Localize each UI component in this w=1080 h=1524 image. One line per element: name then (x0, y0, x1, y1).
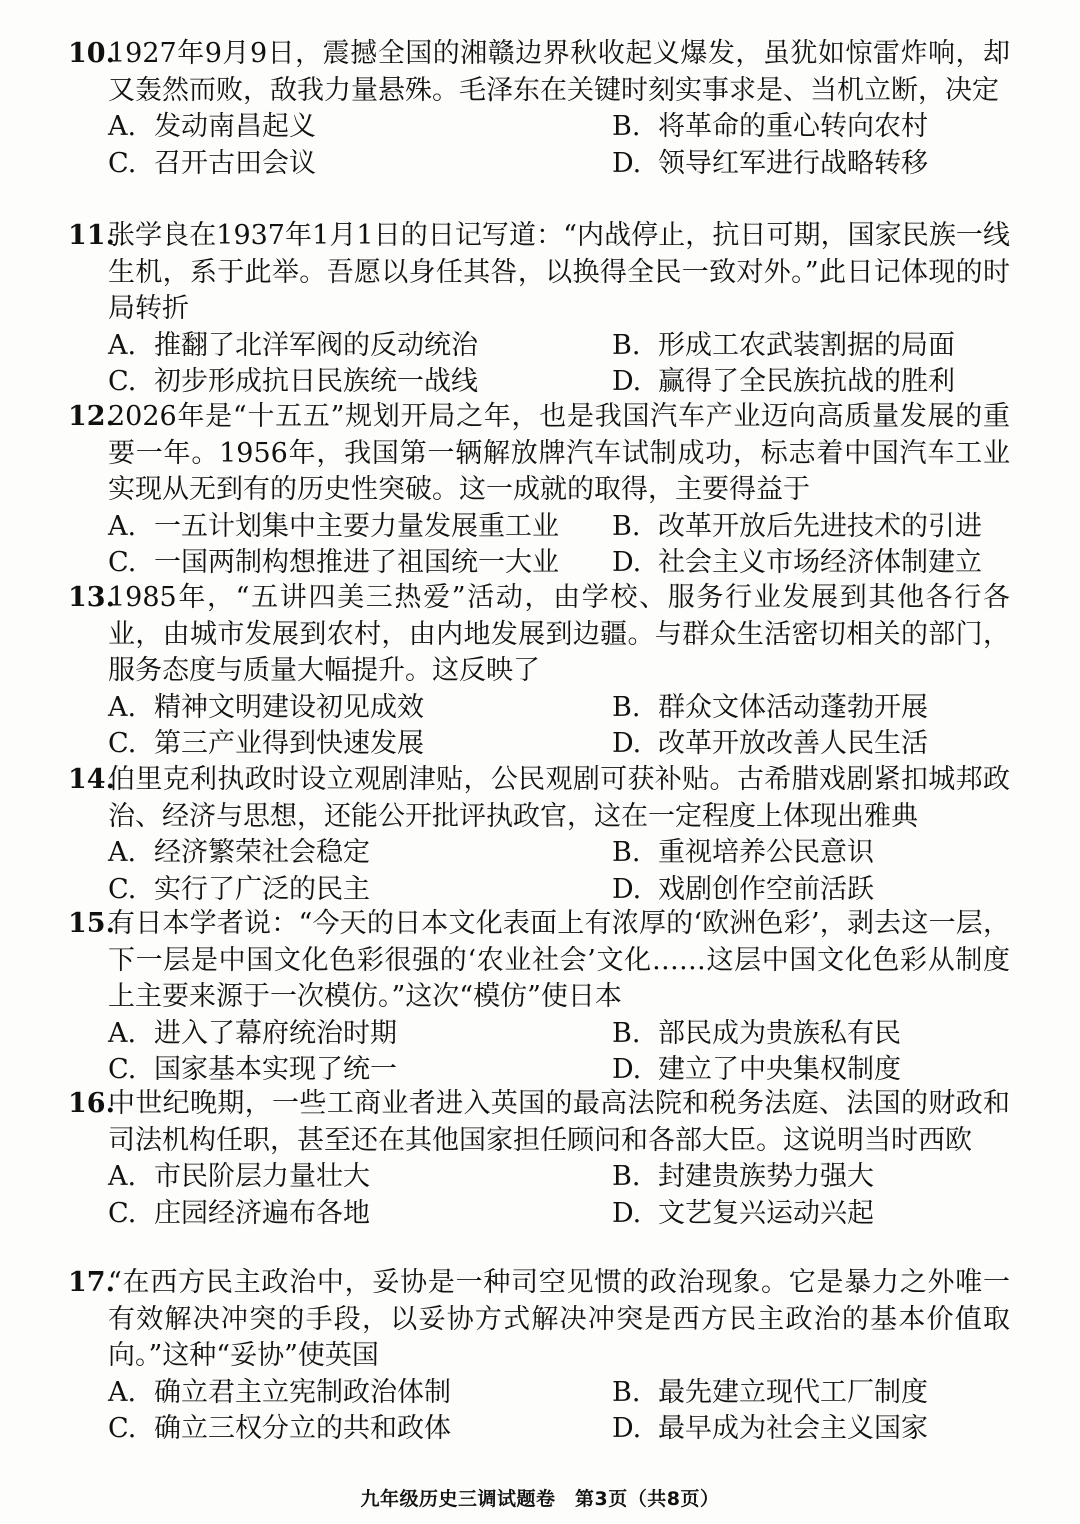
question-text: 1985年，“五讲四美三热爱”活动，由学校、服务行业发展到其他各行各业，由城市发展到农村，由内地发展到边疆。与群众生活密切相关的部门，服务态度与质量大幅提升。这反映了 (108, 582, 1010, 686)
question-text: “在西方民主政治中，妥协是一种司空见惯的政治现象。它是暴力之外唯一有效解决冲突的手段，以妥协方式解决冲突是西方民主政治的基本价值取向。”这种“妥协”使英国 (108, 1267, 1010, 1371)
option-letter: D. (612, 1197, 642, 1229)
question-text: 有日本学者说：“今天的日本文化表面上有浓厚的‘欧洲色彩’，剥去这一层，下一层是中国文化色彩很强的‘农业社会’文化……这层中国文化色彩从制度上主要来源于一次模仿。”这次“模仿”使日本 (108, 908, 1010, 1012)
option-c (108, 1411, 451, 1448)
question-10 (0, 36, 1080, 182)
option-c (108, 726, 424, 763)
option-text: 改革开放后先进技术的引进 (658, 510, 982, 542)
option-letter: B. (612, 691, 641, 723)
option-b (612, 1159, 874, 1196)
option-a (108, 109, 316, 146)
question-number: 10. (68, 38, 115, 69)
option-letter: D. (612, 366, 642, 397)
option-text: 最先建立现代工厂制度 (658, 1376, 928, 1408)
option-c (108, 1052, 397, 1089)
option-letter: C. (108, 1197, 137, 1229)
option-text: 文艺复兴运动兴起 (658, 1197, 874, 1229)
option-text: 庄园经济遍布各地 (154, 1197, 370, 1229)
option-a (108, 1159, 370, 1196)
option-letter: C. (108, 728, 137, 759)
question-text: 1927年9月9日，震撼全国的湘赣边界秋收起义爆发，虽犹如惊雷炸响，却又轰然而败，敌我力量悬殊。毛泽东在关键时刻实事求是、当机立断，决定 (108, 38, 1010, 106)
page-footer: 九年级历史三调试题卷 第3页（共8页） (360, 1488, 720, 1510)
option-d (612, 364, 955, 401)
option-text: 领导红军进行战略转移 (658, 147, 928, 179)
option-d (612, 1196, 874, 1233)
option-text: 将革命的重心转向农村 (658, 111, 928, 142)
option-text: 赢得了全民族抗战的胜利 (658, 366, 955, 397)
question-text: 张学良在1937年1月1日的日记写道：“内战停止，抗日可期，国家民族一线生机，系于此举。吾愿以身任其咎，以换得全民一致对外。”此日记体现的时局转折 (108, 220, 1010, 324)
question-number: 16. (68, 1088, 115, 1119)
option-letter: B. (612, 1017, 641, 1049)
option-d (612, 872, 874, 909)
option-text: 戏剧创作空前活跃 (658, 873, 874, 905)
option-d (612, 1052, 901, 1089)
option-list (0, 690, 1080, 763)
question-stem (0, 36, 1080, 109)
option-a (108, 690, 424, 727)
question-stem (0, 762, 1080, 835)
question-stem (0, 218, 1080, 328)
question-11 (0, 218, 1080, 401)
option-b (612, 690, 928, 727)
option-a (108, 509, 559, 546)
option-text: 重视培养公民意识 (658, 837, 874, 868)
question-number: 11. (68, 220, 115, 251)
option-letter: B. (612, 1161, 641, 1192)
option-list (0, 109, 1080, 182)
option-letter: D. (612, 1413, 642, 1444)
option-letter: B. (612, 111, 641, 142)
question-stem (0, 399, 1080, 509)
option-d (612, 726, 928, 763)
option-letter: C. (108, 147, 137, 179)
option-d (612, 545, 982, 582)
option-text: 社会主义市场经济体制建立 (658, 547, 982, 578)
option-text: 召开古田会议 (154, 147, 316, 179)
option-letter: A. (108, 329, 137, 361)
question-stem (0, 1086, 1080, 1159)
option-text: 改革开放改善人民生活 (658, 728, 928, 759)
option-letter: C. (108, 1054, 137, 1085)
option-text: 第三产业得到快速发展 (154, 728, 424, 759)
question-stem (0, 580, 1080, 690)
question-15 (0, 906, 1080, 1089)
option-c (108, 146, 316, 183)
option-b (612, 835, 874, 872)
question-stem (0, 906, 1080, 1016)
option-letter: B. (612, 1376, 641, 1408)
option-a (108, 835, 370, 872)
option-letter: D. (612, 873, 642, 905)
option-text: 发动南昌起义 (154, 111, 316, 142)
option-b (612, 1016, 901, 1053)
question-13 (0, 580, 1080, 763)
option-a (108, 1016, 397, 1053)
option-letter: D. (612, 728, 642, 759)
option-letter: C. (108, 547, 137, 578)
option-c (108, 872, 370, 909)
question-text: 伯里克利执政时设立观剧津贴，公民观剧可获补贴。古希腊戏剧紧扣城邦政治、经济与思想，还能公开批评执政官，这在一定程度上体现出雅典 (108, 764, 1010, 832)
option-letter: A. (108, 1017, 137, 1049)
option-letter: C. (108, 873, 137, 905)
option-text: 推翻了北洋军阀的反动统治 (154, 329, 478, 361)
option-text: 一五计划集中主要力量发展重工业 (154, 510, 559, 542)
question-text: 2026年是“十五五”规划开局之年，也是我国汽车产业迈向高质量发展的重要一年。1956年，我国第一辆解放牌汽车试制成功，标志着中国汽车工业实现从无到有的历史性突破。这一成就的取得，主要得益于 (108, 401, 1010, 505)
option-letter: D. (612, 147, 642, 179)
option-list (0, 1016, 1080, 1089)
option-letter: B. (612, 510, 641, 542)
option-list (0, 835, 1080, 908)
question-16 (0, 1086, 1080, 1232)
option-text: 最早成为社会主义国家 (658, 1413, 928, 1444)
option-list (0, 1375, 1080, 1448)
option-d (612, 146, 928, 183)
option-a (108, 328, 478, 365)
option-c (108, 545, 559, 582)
option-text: 进入了幕府统治时期 (154, 1017, 397, 1049)
option-b (612, 109, 928, 146)
question-number: 12. (68, 401, 115, 432)
option-letter: C. (108, 1413, 137, 1444)
option-letter: B. (612, 837, 641, 868)
option-text: 形成工农武装割据的局面 (658, 329, 955, 361)
option-letter: A. (108, 1161, 137, 1192)
option-text: 市民阶层力量壮大 (154, 1161, 370, 1192)
option-letter: A. (108, 1376, 137, 1408)
option-b (612, 328, 955, 365)
option-a (108, 1375, 451, 1412)
question-stem (0, 1265, 1080, 1375)
option-letter: B. (612, 329, 641, 361)
option-text: 建立了中央集权制度 (658, 1054, 901, 1085)
option-letter: A. (108, 691, 137, 723)
option-d (612, 1411, 928, 1448)
option-text: 封建贵族势力强大 (658, 1161, 874, 1192)
option-list (0, 328, 1080, 401)
option-letter: A. (108, 510, 137, 542)
option-text: 经济繁荣社会稳定 (154, 837, 370, 868)
option-b (612, 509, 982, 546)
option-c (108, 364, 478, 401)
option-text: 精神文明建设初见成效 (154, 691, 424, 723)
question-number: 15. (68, 908, 115, 939)
question-number: 13. (68, 582, 115, 613)
option-letter: D. (612, 1054, 642, 1085)
option-text: 群众文体活动蓬勃开展 (658, 691, 928, 723)
option-text: 国家基本实现了统一 (154, 1054, 397, 1085)
question-number: 14. (68, 764, 115, 795)
option-text: 确立君主立宪制政治体制 (154, 1376, 451, 1408)
question-12 (0, 399, 1080, 582)
option-text: 一国两制构想推进了祖国统一大业 (154, 547, 559, 578)
option-list (0, 1159, 1080, 1232)
option-letter: A. (108, 111, 137, 142)
option-text: 确立三权分立的共和政体 (154, 1413, 451, 1444)
option-list (0, 509, 1080, 582)
option-text: 部民成为贵族私有民 (658, 1017, 901, 1049)
option-text: 实行了广泛的民主 (154, 873, 370, 905)
question-17 (0, 1265, 1080, 1448)
question-number: 17. (68, 1267, 115, 1298)
question-14 (0, 762, 1080, 908)
question-text: 中世纪晚期，一些工商业者进入英国的最高法院和税务法庭、法国的财政和司法机构任职，甚至还在其他国家担任顾问和各部大臣。这说明当时西欧 (108, 1088, 1010, 1156)
option-text: 初步形成抗日民族统一战线 (154, 366, 478, 397)
option-letter: A. (108, 837, 137, 868)
option-b (612, 1375, 928, 1412)
option-letter: D. (612, 547, 642, 578)
option-letter: C. (108, 366, 137, 397)
option-c (108, 1196, 370, 1233)
